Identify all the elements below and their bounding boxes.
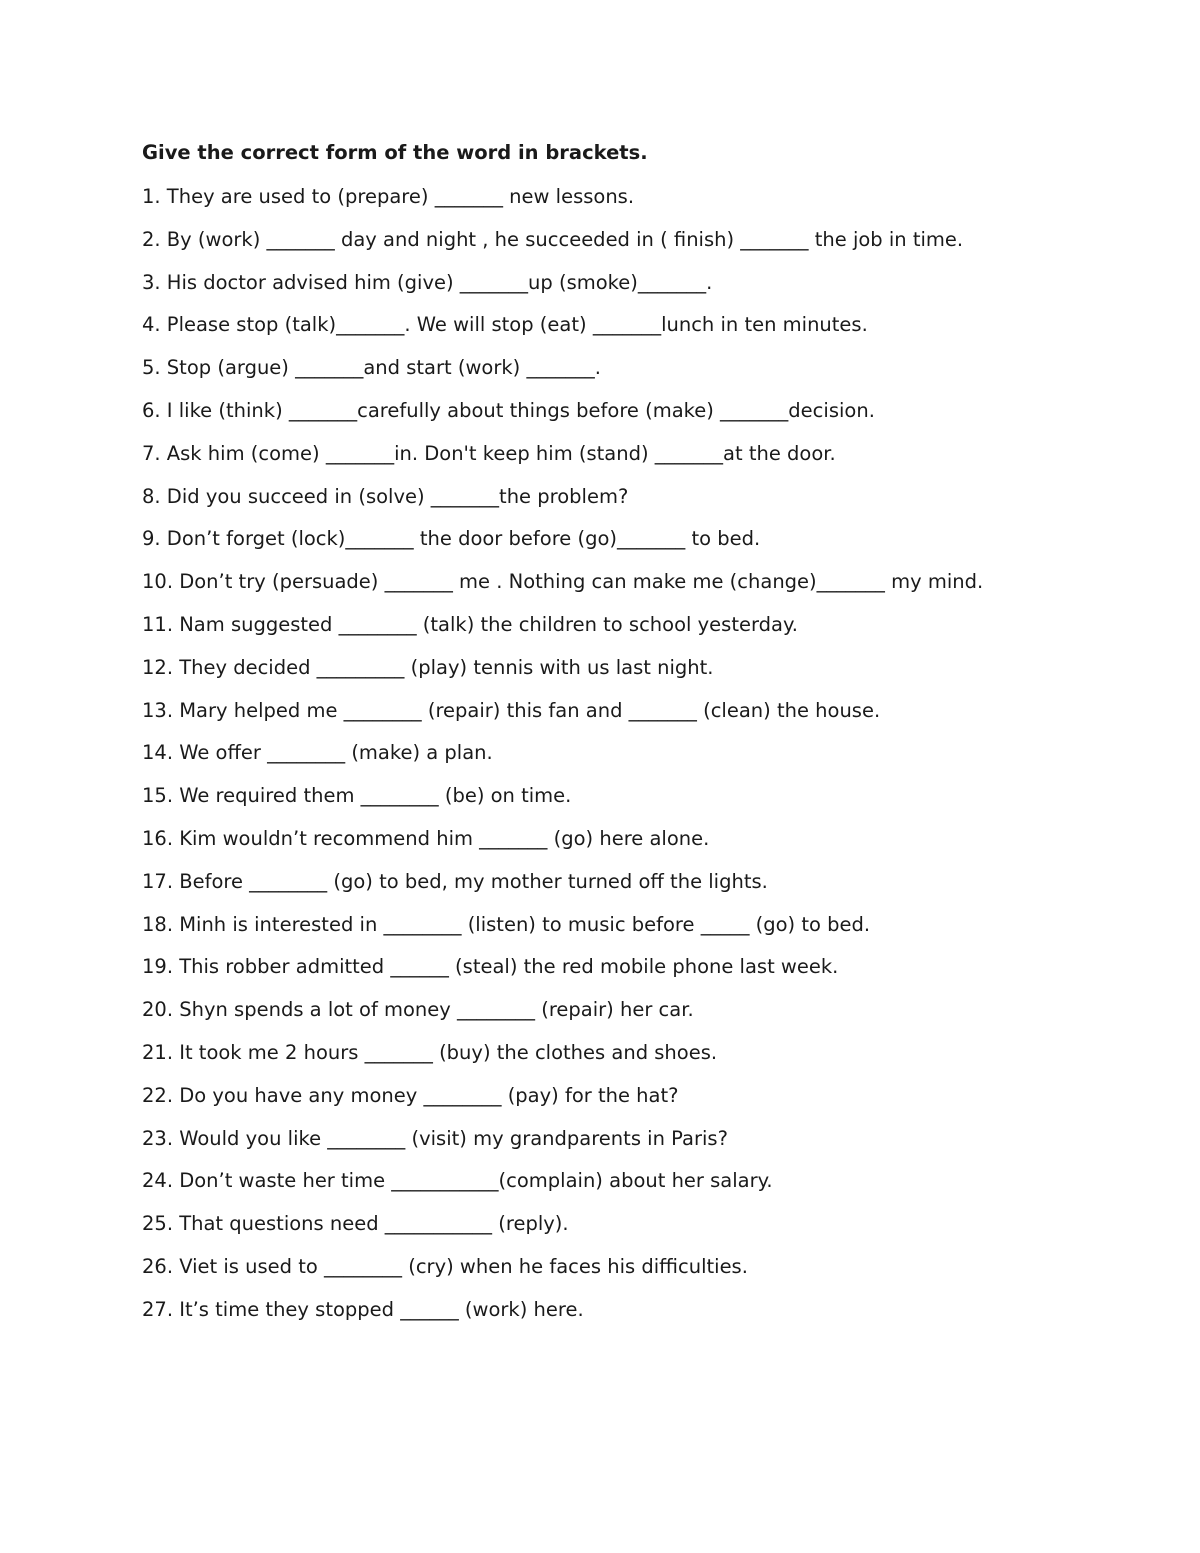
question-item: 19. This robber admitted ______ (steal) the red mobile phone last week. <box>142 955 839 979</box>
question-item: 25. That questions need ___________ (reply). <box>142 1212 569 1236</box>
question-item: 11. Nam suggested ________ (talk) the children to school yesterday. <box>142 612 798 636</box>
worksheet-body <box>142 138 1062 1340</box>
question-item: 16. Kim wouldn’t recommend him _______ (go) here alone. <box>142 826 710 850</box>
question-item: 18. Minh is interested in ________ (listen) to music before _____ (go) to bed. <box>142 912 871 936</box>
question-item: 15. We required them ________ (be) on time. <box>142 784 572 808</box>
question-item: 13. Mary helped me ________ (repair) this fan and _______ (clean) the house. <box>142 698 881 722</box>
worksheet-title: Give the correct form of the word in brackets. <box>142 141 648 164</box>
question-item: 12. They decided _________ (play) tennis with us last night. <box>142 655 714 679</box>
question-item: 10. Don’t try (persuade) _______ me . Nothing can make me (change)_______ my mind. <box>142 570 984 594</box>
question-item: 1. They are used to (prepare) _______ new lessons. <box>142 185 635 208</box>
question-item: 5. Stop (argue) _______and start (work) _______. <box>142 356 601 380</box>
question-item: 2. By (work) _______ day and night , he succeeded in ( finish) _______ the job in time. <box>142 227 964 251</box>
question-item: 22. Do you have any money ________ (pay) for the hat? <box>142 1083 679 1107</box>
question-item: 20. Shyn spends a lot of money ________ (repair) her car. <box>142 998 694 1022</box>
question-item: 4. Please stop (talk)_______. We will stop (eat) _______lunch in ten minutes. <box>142 313 868 337</box>
question-item: 17. Before ________ (go) to bed, my mother turned off the lights. <box>142 869 768 893</box>
question-item: 21. It took me 2 hours _______ (buy) the clothes and shoes. <box>142 1040 718 1064</box>
question-item: 24. Don’t waste her time ___________(complain) about her salary. <box>142 1169 773 1193</box>
question-item: 26. Viet is used to ________ (cry) when he faces his difficulties. <box>142 1254 748 1278</box>
question-item: 23. Would you like ________ (visit) my grandparents in Paris? <box>142 1126 728 1150</box>
question-item: 9. Don’t forget (lock)_______ the door before (go)_______ to bed. <box>142 527 761 551</box>
question-item: 14. We offer ________ (make) a plan. <box>142 741 493 765</box>
question-item: 27. It’s time they stopped ______ (work) here. <box>142 1297 584 1321</box>
question-item: 3. His doctor advised him (give) _______up (smoke)_______. <box>142 270 713 294</box>
question-item: 7. Ask him (come) _______in. Don't keep him (stand) _______at the door. <box>142 441 836 465</box>
question-item: 6. I like (think) _______carefully about things before (make) _______decision. <box>142 398 875 422</box>
question-item: 8. Did you succeed in (solve) _______the problem? <box>142 484 629 508</box>
